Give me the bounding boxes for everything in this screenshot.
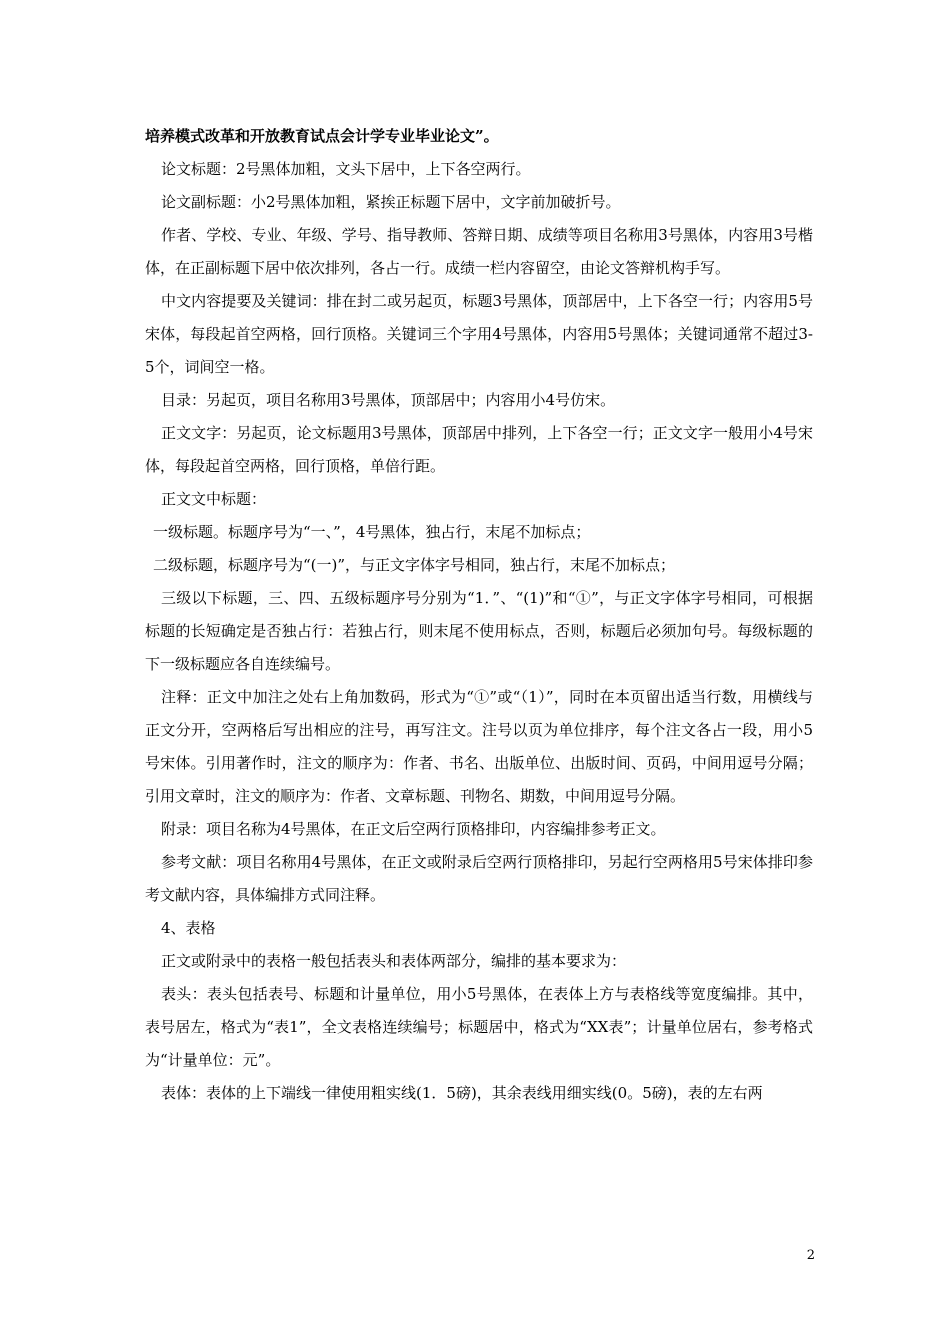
- document-body: [145, 120, 813, 1110]
- paragraph-thesis-subtitle: 论文副标题：小2号黑体加粗，紧挨正标题下居中，文字前加破折号。: [161, 193, 621, 211]
- paragraph-thesis-title: 论文标题：2号黑体加粗，文头下居中，上下各空两行。: [161, 160, 531, 178]
- paragraph-table-body: 表体：表体的上下端线一律使用粗实线(1．5磅)，其余表线用细实线(0。5磅)，表的左右两: [161, 1084, 763, 1102]
- page-number: 2: [806, 1248, 815, 1263]
- paragraph-table-requirements: 正文或附录中的表格一般包括表头和表体两部分，编排的基本要求为：: [161, 952, 627, 970]
- paragraph-appendix: 附录：项目名称为4号黑体，在正文后空两行顶格排印，内容编排参考正文。: [161, 820, 666, 838]
- paragraph-abstract-keywords: 中文内容提要及关键词：排在封二或另起页，标题3号黑体，顶部居中，上下各空一行；内容用5号宋体，每段起首空两格，回行顶格。关键词三个字用4号黑体，内容用5号黑体；关键词通常不超过3-5个，词间空一格。: [145, 292, 813, 376]
- paragraph-level-one-heading: 一级标题。标题序号为“一、”，4号黑体，独占行，末尾不加标点；: [153, 523, 591, 541]
- paragraph-table-of-contents: 目录：另起页，项目名称用3号黑体，顶部居中；内容用小4号仿宋。: [161, 391, 616, 409]
- paragraph-level-three-heading: 三级以下标题，三、四、五级标题序号分别为“1．”、“(1)”和“①”，与正文字体字号相同，可根据标题的长短确定是否独占行：若独占行，则末尾不使用标点，否则，标题后必须加句号。每级标题的下一级标题应各自连续编号。: [145, 589, 813, 673]
- paragraph-body-text: 正文文字：另起页，论文标题用3号黑体，顶部居中排列，上下各空一行；正文文字一般用小4号宋体，每段起首空两格，回行顶格，单倍行距。: [145, 424, 813, 475]
- section-heading-tables: 4、表格: [161, 919, 216, 937]
- paragraph-continued-title: 培养模式改革和开放教育试点会计学专业毕业论文”。: [145, 127, 499, 145]
- paragraph-references: 参考文献：项目名称用4号黑体，在正文或附录后空两行顶格排印，另起行空两格用5号宋体排印参考文献内容，具体编排方式同注释。: [145, 853, 813, 904]
- paragraph-level-two-heading: 二级标题，标题序号为“(一)”，与正文字体字号相同，独占行，末尾不加标点；: [153, 556, 676, 574]
- paragraph-author-info: 作者、学校、专业、年级、学号、指导教师、答辩日期、成绩等项目名称用3号黑体，内容用3号楷体，在正副标题下居中依次排列，各占一行。成绩一栏内容留空，由论文答辩机构手写。: [145, 226, 813, 277]
- paragraph-body-headings: 正文文中标题：: [161, 490, 267, 508]
- paragraph-notes: 注释：正文中加注之处右上角加数码，形式为“①”或“（1）”，同时在本页留出适当行数，用横线与正文分开，空两格后写出相应的注号，再写注文。注号以页为单位排序，每个注文各占一段，用小5号宋体。引用著作时，注文的顺序为：作者、书名、出版单位、出版时间、页码，中间用逗号分隔；引用文章时，注文的顺序为：作者、文章标题、刊物名、期数，中间用逗号分隔。: [145, 688, 813, 805]
- paragraph-table-header: 表头：表头包括表号、标题和计量单位，用小5号黑体，在表体上方与表格线等宽度编排。其中，表号居左，格式为“表1”，全文表格连续编号；标题居中，格式为“XX表”；计量单位居右，参考格式为“计量单位：元”。: [145, 985, 813, 1069]
